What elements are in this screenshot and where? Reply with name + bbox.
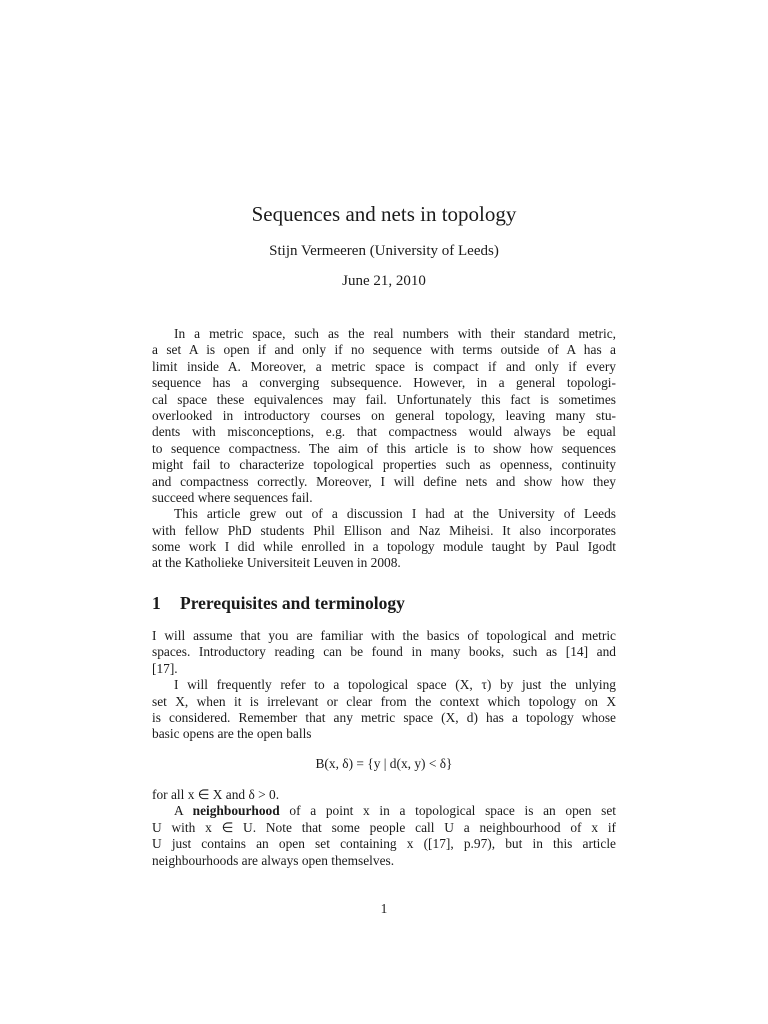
body-line: for all x ∈ X and δ > 0. — [152, 787, 280, 802]
abstract-line: limit inside A. Moreover, a metric space is compact if and only if every — [152, 358, 616, 374]
abstract — [152, 326, 616, 572]
section-title: Prerequisites and terminology — [180, 593, 405, 613]
body-line: I will frequently refer to a topological space (X, τ) by just the unlying — [174, 677, 616, 693]
page-number: 1 — [380, 901, 388, 916]
definition-prefix: A — [174, 803, 193, 819]
section-number: 1 — [152, 593, 161, 613]
abstract-line: to sequence compactness. The aim of this article is to show how sequences — [152, 440, 616, 456]
body-line: I will assume that you are familiar with the basics of topological and metric — [152, 628, 616, 643]
abstract-line: a set A is open if and only if no sequence with terms outside of A has a — [152, 342, 616, 358]
body-line: spaces. Introductory reading can be found in many books, such as [14] and — [152, 644, 616, 660]
display-formula: B(x, δ) = {y | d(x, y) < δ} — [315, 756, 453, 771]
section-heading — [152, 593, 616, 614]
body-line: U just contains an open set containing x ([17], p.97), but in this article — [152, 836, 616, 852]
abstract-line: This article grew out of a discussion I had at the University of Leeds — [174, 506, 616, 522]
abstract-line: succeed where sequences fail. — [152, 489, 313, 505]
abstract-line: In a metric space, such as the real numbers with their standard metric, — [174, 326, 616, 341]
defined-term: neighbourhood — [192, 803, 280, 819]
body-line: U with x ∈ U. Note that some people call U a neighbourhood of x if — [152, 819, 616, 835]
definition-line — [152, 803, 616, 819]
abstract-line: with fellow PhD students Phil Ellison and Naz Miheisi. It also incorporates — [152, 522, 616, 538]
definition-rest: of a point x in a topological space is an open set — [279, 803, 617, 819]
abstract-line: cal space these equivalences may fail. Unfortunately this fact is sometimes — [152, 391, 616, 407]
body-line: neighbourhoods are always open themselves. — [152, 852, 395, 868]
paper-title: Sequences and nets in topology — [251, 202, 517, 226]
body-line: basic opens are the open balls — [152, 726, 312, 742]
body-line: is considered. Remember that any metric space (X, d) has a topology whose — [152, 709, 616, 725]
date-line: June 21, 2010 — [342, 273, 426, 289]
abstract-line: and compactness correctly. Moreover, I will define nets and show how they — [152, 473, 616, 489]
body-line: set X, when it is irrelevant or clear from the context which topology on X — [152, 693, 616, 709]
author-line: Stijn Vermeeren (University of Leeds) — [269, 243, 499, 259]
body-line: [17]. — [152, 660, 178, 676]
abstract-line: sequence has a converging subsequence. However, in a general topologi- — [152, 375, 616, 391]
abstract-line: dents with misconceptions, e.g. that compactness would always be equal — [152, 424, 616, 440]
body-paragraphs-2 — [152, 787, 616, 869]
abstract-line: some work I did while enrolled in a topology module taught by Paul Igodt — [152, 539, 616, 555]
abstract-line: overlooked in introductory courses on general topology, leaving many stu- — [152, 407, 616, 423]
abstract-line: at the Katholieke Universiteit Leuven in 2008. — [152, 555, 401, 571]
body-paragraphs — [152, 628, 616, 743]
abstract-line: might fail to characterize topological properties such as openness, continuity — [152, 457, 616, 473]
